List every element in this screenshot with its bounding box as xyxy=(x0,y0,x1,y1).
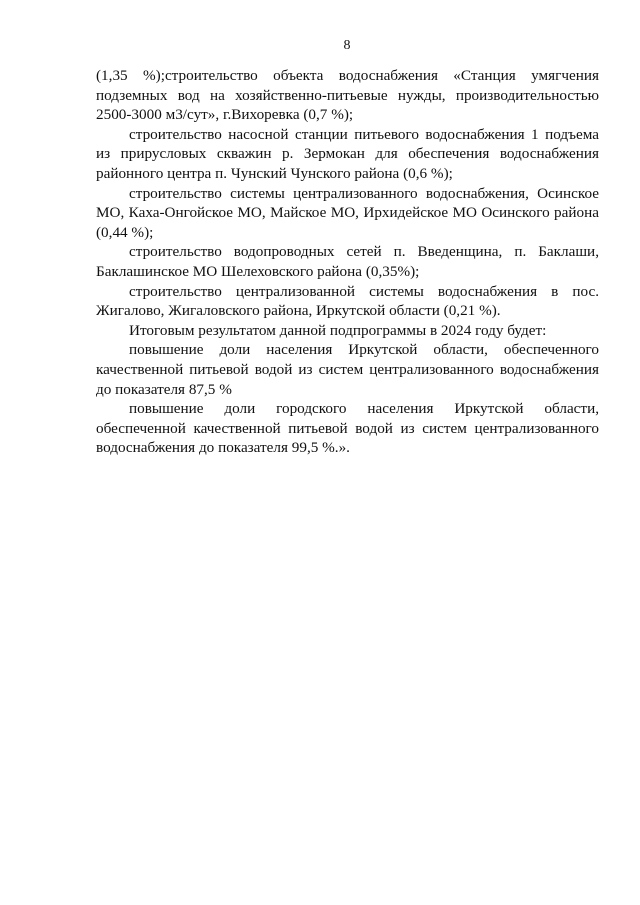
paragraph-zhigalovo: строительство централизованной системы водоснабжения в пос. Жигалово, Жигаловского района, Иркутской области (0,21 %). xyxy=(96,282,599,320)
document-body xyxy=(96,66,599,458)
paragraph-result-intro: Итоговым результатом данной подпрограммы в 2024 году будет: xyxy=(129,321,547,339)
paragraph-result-region: повышение доли населения Иркутской области, обеспеченного качественной питьевой водой из систем централизованного водоснабжения до показателя 87,5 % xyxy=(96,341,599,398)
paragraph-baklashi: строительство водопроводных сетей п. Введенщина, п. Баклаши, Баклашинское МО Шелеховского района (0,35%); xyxy=(96,243,599,280)
paragraph-osinsky: строительство системы централизованного водоснабжения, Осинское МО, Каха-Онгойское МО, Майское МО, Ирхидейское МО Осинского района (0,44 %); xyxy=(96,184,599,241)
paragraph-chunsky: строительство насосной станции питьевого водоснабжения 1 подъема из прирусловых скважин р. Зермокан для обеспечения водоснабжения районного центра п. Чунский Чунского района (0,6 %); xyxy=(96,125,599,182)
paragraph-result-urban: повышение доли городского населения Иркутской области, обеспеченной качественной питьевой водой из систем централизованного водоснабжения до показателя 99,5 %.». xyxy=(96,400,599,457)
paragraph-vikhorevka: (1,35 %);строительство объекта водоснабжения «Станция умягчения подземных вод на хозяйственно-питьевые нужды, производительностью 2500-3000 м3/сут», г.Вихоревка (0,7 %); xyxy=(96,67,599,124)
page-number: 8 xyxy=(343,38,351,53)
